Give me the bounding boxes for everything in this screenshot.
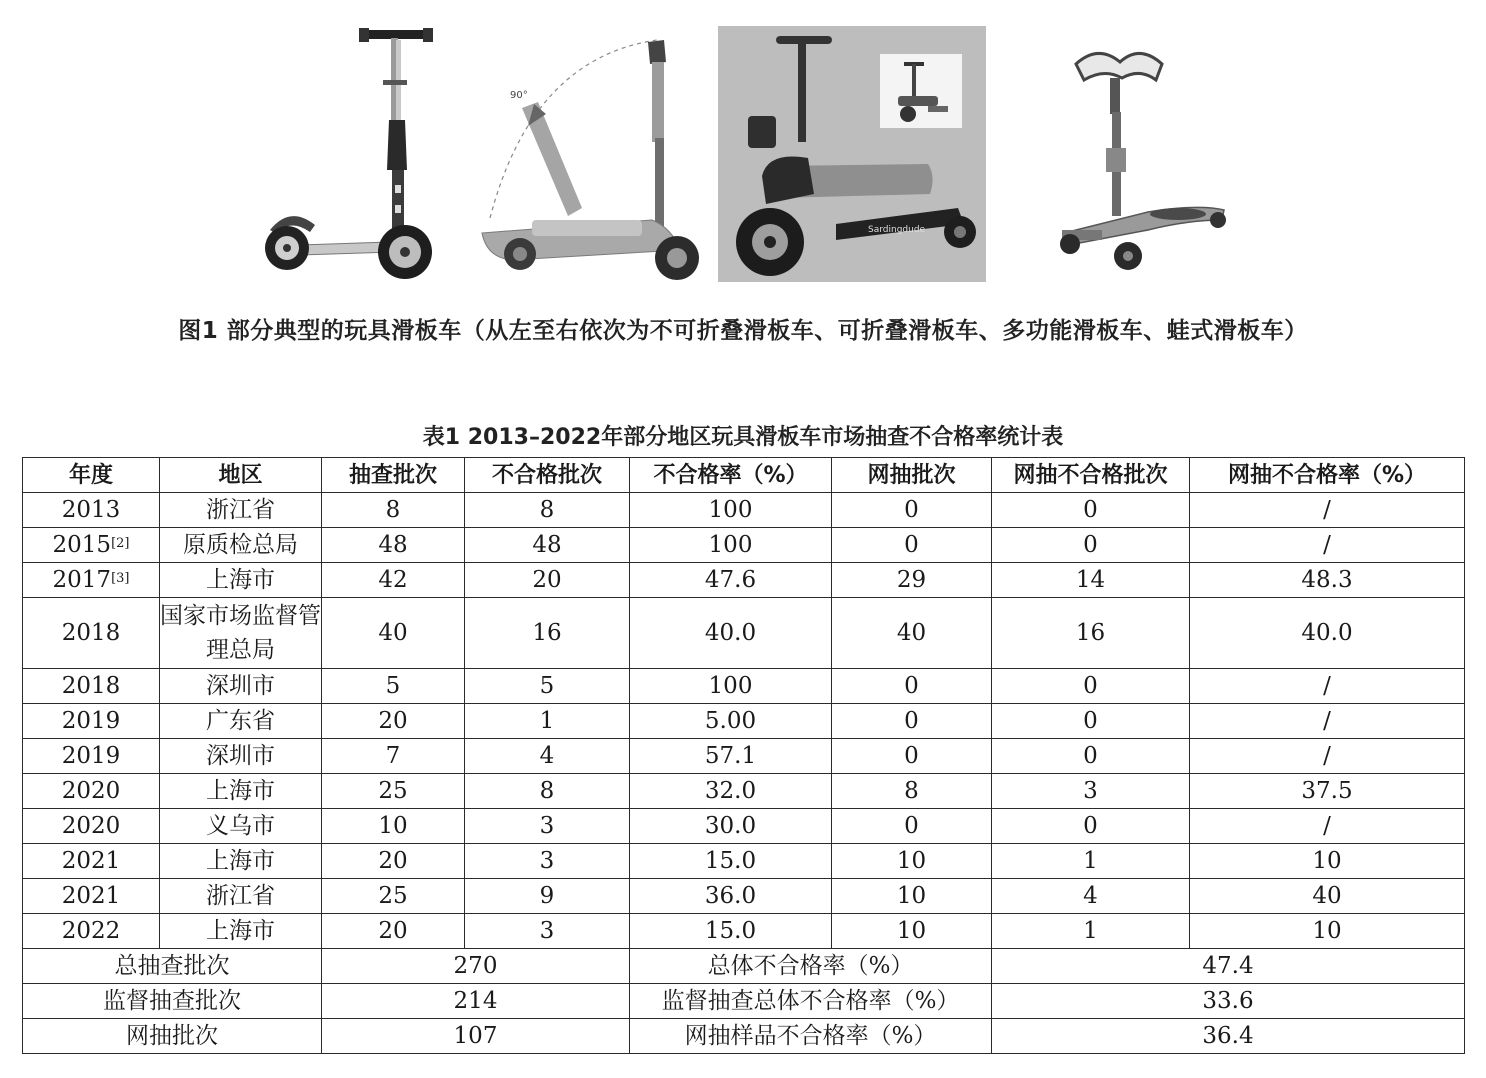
table-row xyxy=(23,879,1465,914)
summary-rate-value: 36.4 xyxy=(992,1019,1465,1054)
cell-online-rate: / xyxy=(1190,704,1465,739)
cell-region: 浙江省 xyxy=(160,879,322,914)
cell-online-failed: 0 xyxy=(992,704,1190,739)
cell-online-failed: 4 xyxy=(992,879,1190,914)
cell-year: 2017[3] xyxy=(23,563,160,598)
cell-failed: 3 xyxy=(465,809,630,844)
cell-online-failed: 1 xyxy=(992,844,1190,879)
cell-online-failed: 16 xyxy=(992,598,1190,669)
summary-label: 总抽查批次 xyxy=(23,949,322,984)
cell-region: 深圳市 xyxy=(160,669,322,704)
cell-failed: 3 xyxy=(465,844,630,879)
summary-rate-value: 33.6 xyxy=(992,984,1465,1019)
table-row xyxy=(23,598,1465,669)
summary-rate-label: 监督抽查总体不合格率（%） xyxy=(630,984,992,1019)
deck-brand-label: Sardingdude xyxy=(868,225,926,235)
table-row xyxy=(23,774,1465,809)
cell-online-failed: 0 xyxy=(992,528,1190,563)
cell-online: 10 xyxy=(832,844,992,879)
non-foldable-scooter-image xyxy=(255,20,445,282)
cell-sampled: 20 xyxy=(322,704,465,739)
cell-online: 29 xyxy=(832,563,992,598)
summary-row xyxy=(23,1019,1465,1054)
header-online-failed: 网抽不合格批次 xyxy=(992,458,1190,493)
cell-sampled: 40 xyxy=(322,598,465,669)
cell-rate: 30.0 xyxy=(630,809,832,844)
header-rate: 不合格率（%） xyxy=(630,458,832,493)
cell-online: 10 xyxy=(832,879,992,914)
cell-region: 国家市场监督管理总局 xyxy=(160,598,322,669)
cell-sampled: 20 xyxy=(322,844,465,879)
fold-angle-label: 90° xyxy=(510,90,528,101)
summary-label: 网抽批次 xyxy=(23,1019,322,1054)
cell-region: 上海市 xyxy=(160,563,322,598)
cell-sampled: 7 xyxy=(322,739,465,774)
cell-online: 0 xyxy=(832,739,992,774)
summary-row xyxy=(23,984,1465,1019)
cell-online-rate: 48.3 xyxy=(1190,563,1465,598)
cell-year: 2013 xyxy=(23,493,160,528)
cell-online-rate: 40 xyxy=(1190,879,1465,914)
cell-rate: 5.00 xyxy=(630,704,832,739)
cell-failed: 8 xyxy=(465,493,630,528)
cell-online-rate: / xyxy=(1190,493,1465,528)
cell-year: 2021 xyxy=(23,879,160,914)
statistics-table xyxy=(22,457,1465,1054)
cell-online-rate: / xyxy=(1190,739,1465,774)
summary-value: 214 xyxy=(322,984,630,1019)
figure-caption: 图1 部分典型的玩具滑板车（从左至右依次为不可折叠滑板车、可折叠滑板车、多功能滑板车、蛙式滑板车） xyxy=(178,318,1308,344)
cell-online: 40 xyxy=(832,598,992,669)
reference-marker: [3] xyxy=(111,570,130,586)
cell-failed: 16 xyxy=(465,598,630,669)
table-row xyxy=(23,669,1465,704)
table-row xyxy=(23,844,1465,879)
cell-online-rate: / xyxy=(1190,809,1465,844)
cell-sampled: 10 xyxy=(322,809,465,844)
cell-online: 0 xyxy=(832,493,992,528)
table-row xyxy=(23,493,1465,528)
header-region: 地区 xyxy=(160,458,322,493)
cell-year: 2021 xyxy=(23,844,160,879)
cell-online: 0 xyxy=(832,809,992,844)
header-sampled: 抽查批次 xyxy=(322,458,465,493)
cell-online-rate: 10 xyxy=(1190,914,1465,949)
cell-online-failed: 0 xyxy=(992,739,1190,774)
cell-online-failed: 3 xyxy=(992,774,1190,809)
cell-failed: 5 xyxy=(465,669,630,704)
cell-failed: 3 xyxy=(465,914,630,949)
frog-scooter-image xyxy=(1048,44,1230,278)
cell-online-rate: 40.0 xyxy=(1190,598,1465,669)
cell-rate: 36.0 xyxy=(630,879,832,914)
summary-rate-label: 网抽样品不合格率（%） xyxy=(630,1019,992,1054)
cell-online-rate: / xyxy=(1190,669,1465,704)
summary-value: 107 xyxy=(322,1019,630,1054)
cell-year: 2019 xyxy=(23,704,160,739)
cell-failed: 9 xyxy=(465,879,630,914)
cell-online-rate: 37.5 xyxy=(1190,774,1465,809)
cell-year: 2020 xyxy=(23,774,160,809)
cell-sampled: 42 xyxy=(322,563,465,598)
cell-online-rate: / xyxy=(1190,528,1465,563)
summary-value: 270 xyxy=(322,949,630,984)
header-online-rate: 网抽不合格率（%） xyxy=(1190,458,1465,493)
cell-rate: 100 xyxy=(630,528,832,563)
cell-sampled: 25 xyxy=(322,879,465,914)
cell-online: 10 xyxy=(832,914,992,949)
cell-rate: 47.6 xyxy=(630,563,832,598)
cell-online-rate: 10 xyxy=(1190,844,1465,879)
table-row xyxy=(23,563,1465,598)
cell-failed: 4 xyxy=(465,739,630,774)
table-header-row xyxy=(23,458,1465,493)
table-row xyxy=(23,809,1465,844)
cell-region: 上海市 xyxy=(160,774,322,809)
cell-year: 2018 xyxy=(23,669,160,704)
cell-rate: 100 xyxy=(630,669,832,704)
cell-failed: 1 xyxy=(465,704,630,739)
foldable-scooter-image xyxy=(472,28,720,282)
cell-online-failed: 0 xyxy=(992,809,1190,844)
cell-sampled: 25 xyxy=(322,774,465,809)
cell-sampled: 48 xyxy=(322,528,465,563)
table-row xyxy=(23,704,1465,739)
reference-marker: [2] xyxy=(111,535,130,551)
cell-region: 义乌市 xyxy=(160,809,322,844)
cell-online-failed: 1 xyxy=(992,914,1190,949)
cell-online: 0 xyxy=(832,528,992,563)
summary-row xyxy=(23,949,1465,984)
table-row xyxy=(23,739,1465,774)
cell-failed: 8 xyxy=(465,774,630,809)
table-row xyxy=(23,528,1465,563)
multi-function-scooter-image xyxy=(718,26,986,282)
cell-year: 2019 xyxy=(23,739,160,774)
cell-online: 8 xyxy=(832,774,992,809)
cell-region: 原质检总局 xyxy=(160,528,322,563)
cell-rate: 32.0 xyxy=(630,774,832,809)
cell-rate: 57.1 xyxy=(630,739,832,774)
summary-rate-label: 总体不合格率（%） xyxy=(630,949,992,984)
cell-rate: 40.0 xyxy=(630,598,832,669)
header-online: 网抽批次 xyxy=(832,458,992,493)
cell-region: 深圳市 xyxy=(160,739,322,774)
header-failed: 不合格批次 xyxy=(465,458,630,493)
cell-sampled: 5 xyxy=(322,669,465,704)
cell-year: 2015[2] xyxy=(23,528,160,563)
cell-region: 广东省 xyxy=(160,704,322,739)
table-row xyxy=(23,914,1465,949)
cell-rate: 15.0 xyxy=(630,844,832,879)
cell-sampled: 20 xyxy=(322,914,465,949)
cell-rate: 100 xyxy=(630,493,832,528)
summary-label: 监督抽查批次 xyxy=(23,984,322,1019)
figure-row xyxy=(0,0,1486,344)
cell-year: 2022 xyxy=(23,914,160,949)
summary-rate-value: 47.4 xyxy=(992,949,1465,984)
cell-region: 上海市 xyxy=(160,844,322,879)
cell-year: 2020 xyxy=(23,809,160,844)
cell-region: 上海市 xyxy=(160,914,322,949)
cell-online: 0 xyxy=(832,669,992,704)
cell-year: 2018 xyxy=(23,598,160,669)
table-title: 表1 2013–2022年部分地区玩具滑板车市场抽查不合格率统计表 xyxy=(422,425,1064,450)
cell-online: 0 xyxy=(832,704,992,739)
cell-rate: 15.0 xyxy=(630,914,832,949)
cell-failed: 48 xyxy=(465,528,630,563)
cell-region: 浙江省 xyxy=(160,493,322,528)
cell-online-failed: 0 xyxy=(992,669,1190,704)
cell-failed: 20 xyxy=(465,563,630,598)
cell-online-failed: 0 xyxy=(992,493,1190,528)
cell-sampled: 8 xyxy=(322,493,465,528)
header-year: 年度 xyxy=(23,458,160,493)
cell-online-failed: 14 xyxy=(992,563,1190,598)
